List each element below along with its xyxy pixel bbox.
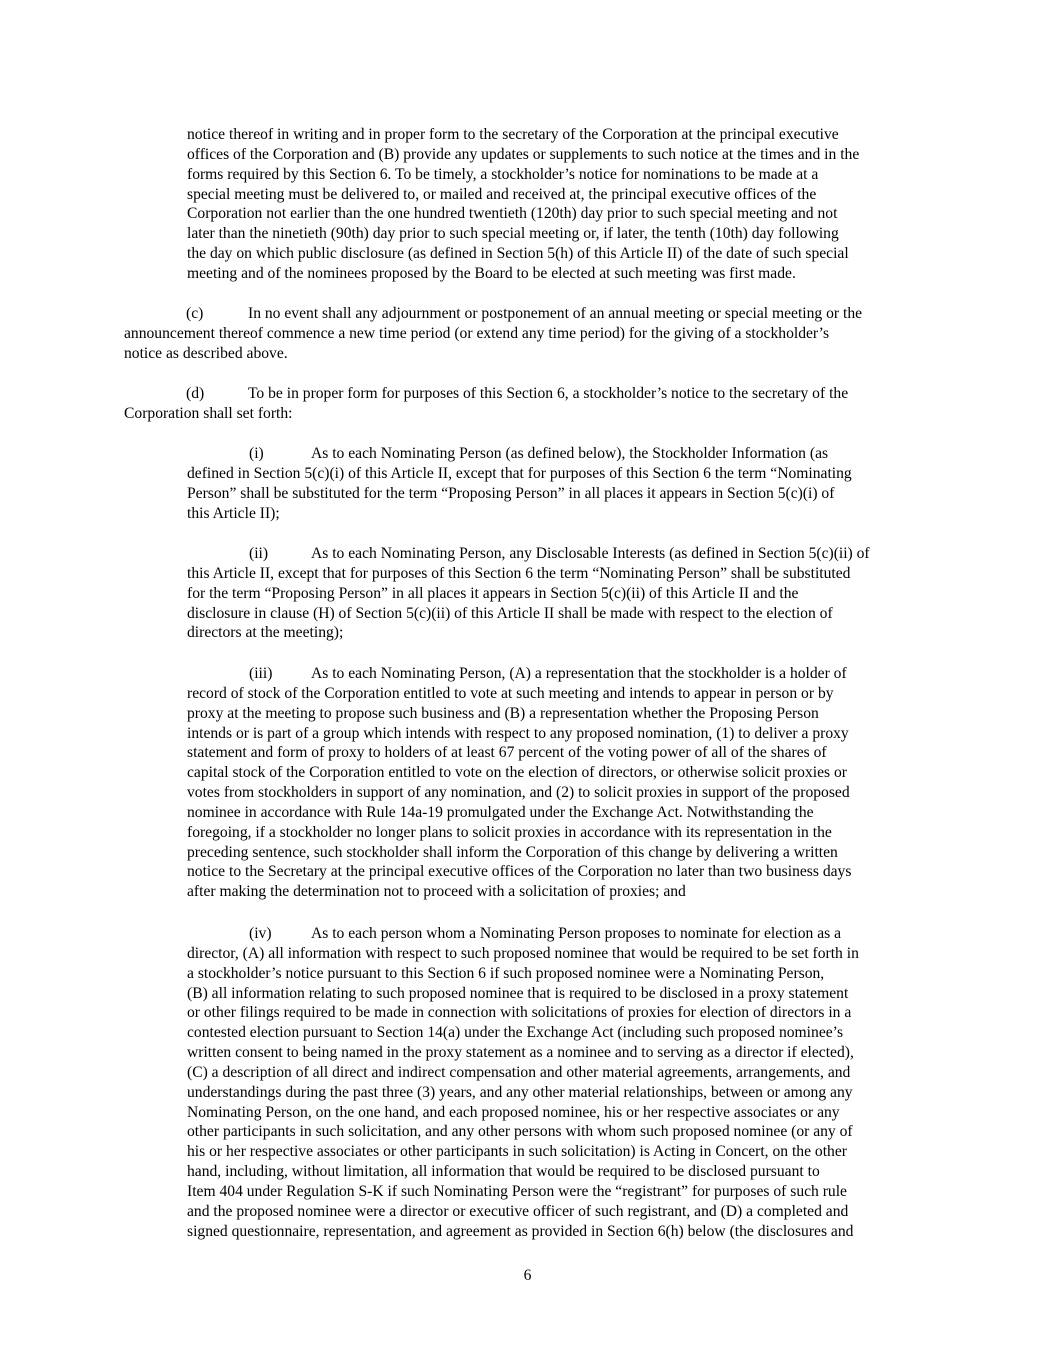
spacer (187, 665, 249, 682)
spacer (124, 305, 186, 322)
text-line: or other filings required to be made in connection with solicitations of proxies for election of directors in a (187, 1004, 852, 1022)
spacer (187, 545, 249, 562)
page-number: 6 (523, 1267, 532, 1284)
text-line: announcement thereof commence a new time period (or extend any time period) for the giving of a stockholder’s (124, 324, 830, 342)
text-line: preceding sentence, such stockholder shall inform the Corporation of this change by delivering a written (187, 843, 838, 861)
text-line: capital stock of the Corporation entitled to vote on the election of directors, or otherwise solicit proxies or (187, 764, 847, 782)
paragraph-label: (d) (186, 385, 205, 402)
text-line: intends or is part of a group which intends with respect to any proposed nomination, (1) to deliver a proxy (187, 724, 849, 742)
text-line: notice as described above. (124, 344, 288, 362)
text-line: statement and form of proxy to holders of at least 67 percent of the voting power of all of the shares of (187, 744, 827, 762)
paragraph-d (124, 384, 848, 424)
text-line: defined in Section 5(c)(i) of this Article II, except that for purposes of this Section 6 the term “Nominating (187, 464, 852, 482)
paragraph-intro (187, 125, 859, 284)
text-line: forms required by this Section 6. To be timely, a stockholder’s notice for nominations to be made at a (187, 165, 819, 183)
paragraph-iv (187, 924, 859, 1242)
text-line: (B) all information relating to such proposed nominee that is required to be disclosed in a proxy statement (187, 984, 849, 1002)
text-line: the day on which public disclosure (as defined in Section 5(h) of this Article II) of the date of such special (187, 245, 849, 263)
text-run: As to each Nominating Person, (A) a representation that the stockholder is a holder of (311, 665, 847, 682)
text-line: Item 404 under Regulation S-K if such Nominating Person were the “registrant” for purposes of such rule (187, 1182, 847, 1200)
text-line: and the proposed nominee were a director or executive officer of such registrant, and (D) a completed and (187, 1202, 849, 1220)
text-line (187, 664, 851, 684)
text-line: after making the determination not to proceed with a solicitation of proxies; and (187, 883, 686, 901)
text-line: notice to the Secretary at the principal executive offices of the Corporation no later than two business days (187, 863, 852, 881)
text-line (187, 544, 870, 564)
text-line (124, 304, 862, 324)
text-line: for the term “Proposing Person” in all places it appears in Section 5(c)(ii) of this Article II and the (187, 584, 799, 602)
paragraph-c (124, 304, 862, 364)
text-run: As to each Nominating Person, any Disclosable Interests (as defined in Section 5(c)(ii) of (311, 545, 870, 562)
paragraph-ii (187, 544, 870, 643)
text-line: Nominating Person, on the one hand, and each proposed nominee, his or her respective associates or any (187, 1103, 840, 1121)
text-line: offices of the Corporation and (B) provide any updates or supplements to such notice at the times and in the (187, 145, 860, 163)
spacer (187, 925, 249, 942)
text-line (187, 924, 859, 944)
paragraph-label: (iii) (249, 665, 273, 682)
text-run: In no event shall any adjournment or postponement of an annual meeting or special meeting or the (248, 305, 863, 322)
text-line: his or her respective associates or other participants in such solicitation) is Acting in Concert, on the other (187, 1143, 847, 1161)
text-line: signed questionnaire, representation, and agreement as provided in Section 6(h) below (the disclosures and (187, 1222, 854, 1240)
text-line: director, (A) all information with respect to such proposed nominee that would be required to be set forth in (187, 944, 859, 962)
text-line: votes from stockholders in support of any nomination, and (2) to solicit proxies in support of the proposed (187, 784, 850, 802)
text-line: a stockholder’s notice pursuant to this Section 6 if such proposed nominee were a Nominating Person, (187, 964, 825, 982)
text-line: Corporation not earlier than the one hundred twentieth (120th) day prior to such special meeting and not (187, 205, 838, 223)
text-line: nominee in accordance with Rule 14a-19 promulgated under the Exchange Act. Notwithstanding the (187, 803, 814, 821)
paragraph-label: (iv) (249, 925, 272, 942)
text-line: (C) a description of all direct and indirect compensation and other material agreements, arrangements, and (187, 1063, 851, 1081)
paragraph-label: (ii) (249, 545, 269, 562)
text-line: later than the ninetieth (90th) day prior to such special meeting or, if later, the tenth (10th) day following (187, 225, 839, 243)
text-line (124, 384, 848, 404)
spacer (124, 385, 186, 402)
text-line: contested election pursuant to Section 14(a) under the Exchange Act (including such proposed nominee’s (187, 1024, 844, 1042)
text-line: disclosure in clause (H) of Section 5(c)(ii) of this Article II shall be made with respect to the election of (187, 604, 833, 622)
text-line: Person” shall be substituted for the term “Proposing Person” in all places it appears in Section 5(c)(i) of (187, 484, 835, 502)
text-run: As to each person whom a Nominating Person proposes to nominate for election as a (311, 925, 842, 942)
text-line: meeting and of the nominees proposed by the Board to be elected at such meeting was first made. (187, 264, 796, 282)
text-line: this Article II); (187, 504, 280, 522)
text-line: proxy at the meeting to propose such business and (B) a representation whether the Proposing Person (187, 704, 819, 722)
text-line: hand, including, without limitation, all information that would be required to be disclosed pursuant to (187, 1163, 820, 1181)
text-line: written consent to being named in the proxy statement as a nominee and to serving as a director if elected), (187, 1044, 854, 1062)
text-line: record of stock of the Corporation entitled to vote at such meeting and intends to appear in person or by (187, 684, 834, 702)
text-line (187, 444, 852, 464)
text-line: notice thereof in writing and in proper form to the secretary of the Corporation at the principal executive (187, 126, 839, 143)
paragraph-i (187, 444, 852, 523)
spacer (187, 445, 249, 462)
text-run: As to each Nominating Person (as defined below), the Stockholder Information (as (311, 445, 829, 462)
paragraph-iii (187, 664, 851, 902)
text-line: other participants in such solicitation, and any other persons with whom such proposed nominee (or any of (187, 1123, 853, 1141)
text-line: this Article II, except that for purposes of this Section 6 the term “Nominating Person” shall be substituted (187, 564, 851, 582)
paragraph-label: (i) (249, 445, 264, 462)
text-line: special meeting must be delivered to, or mailed and received at, the principal executive offices of the (187, 185, 817, 203)
text-line: Corporation shall set forth: (124, 404, 293, 422)
text-line: foregoing, if a stockholder no longer plans to solicit proxies in accordance with its representation in the (187, 823, 832, 841)
text-line: directors at the meeting); (187, 624, 344, 642)
text-line: understandings during the past three (3) years, and any other material relationships, between or among any (187, 1083, 853, 1101)
paragraph-label: (c) (186, 305, 204, 322)
text-run: To be in proper form for purposes of this Section 6, a stockholder’s notice to the secretary of the (248, 385, 849, 402)
